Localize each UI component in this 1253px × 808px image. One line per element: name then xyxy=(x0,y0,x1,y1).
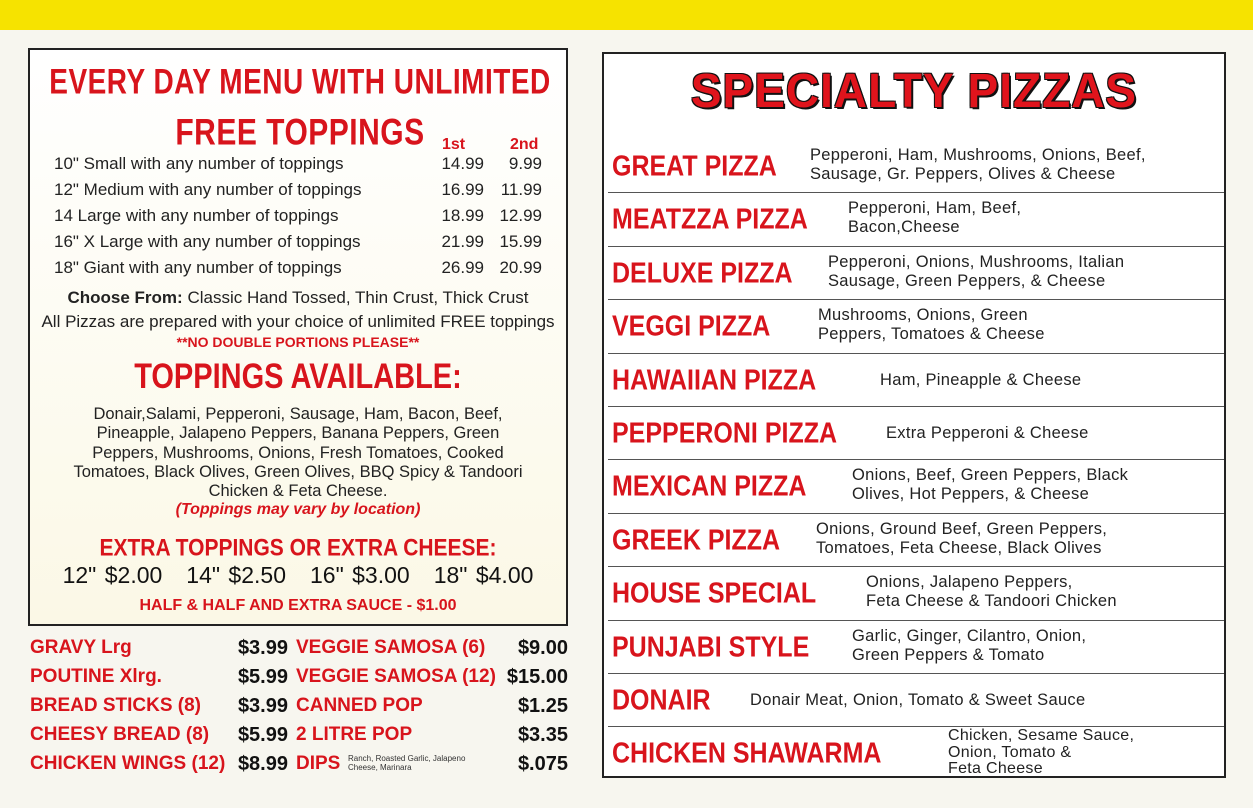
size-price-list xyxy=(54,154,554,284)
desc-line: Chicken, Sesame Sauce, xyxy=(948,727,1135,745)
size-label: 12" Medium with any number of toppings xyxy=(54,180,362,199)
desc-line: Pepperoni, Ham, Mushrooms, Onions, Beef, xyxy=(810,146,1146,164)
extra-toppings-heading: EXTRA TOPPINGS OR EXTRA CHEESE: xyxy=(99,535,497,562)
pizza-row xyxy=(608,354,1224,407)
side-name: GRAVY Lrg xyxy=(30,637,132,658)
desc-line: Bacon,Cheese xyxy=(848,218,960,237)
desc-line: Feta Cheese & Tandoori Chicken xyxy=(866,592,1117,611)
pizza-name: GREAT PIZZA xyxy=(612,150,777,183)
size-label: 18" Giant with any number of toppings xyxy=(54,258,342,277)
size-row xyxy=(54,206,554,232)
pizza-name: MEATZZA PIZZA xyxy=(612,203,808,236)
first-price: 18.99 xyxy=(441,206,484,225)
size-label: 10" Small with any number of toppings xyxy=(54,154,344,173)
side-name: DIPS xyxy=(296,753,341,774)
desc-line: Onions, Ground Beef, Green Peppers, xyxy=(816,519,1108,538)
specialty-pizzas-panel xyxy=(602,52,1226,778)
pizza-description xyxy=(828,253,1124,291)
first-price: 14.99 xyxy=(441,154,484,173)
half-label: HALF & HALF AND EXTRA SAUCE - xyxy=(139,597,417,614)
pizza-row xyxy=(608,567,1224,620)
size-label: 16" X Large with any number of toppings xyxy=(54,232,361,251)
toppings-line: Peppers, Mushrooms, Onions, Fresh Tomatoes, Cooked xyxy=(92,443,504,462)
toppings-list xyxy=(40,405,556,501)
desc-line: Olives, Hot Peppers, & Cheese xyxy=(852,485,1090,504)
side-price: $15.00 xyxy=(506,666,568,688)
size-label: 14 Large with any number of toppings xyxy=(54,206,339,225)
size-row xyxy=(54,232,554,258)
pizza-description xyxy=(816,520,1107,558)
side-price: $.075 xyxy=(517,753,568,775)
first-price: 16.99 xyxy=(441,180,484,199)
side-name: 2 LITRE POP xyxy=(296,724,413,745)
desc-line: Sausage, Gr. Peppers, Olives & Cheese xyxy=(810,165,1116,183)
side-name: VEGGIE SAMOSA (12) xyxy=(296,666,496,687)
pizza-name: DELUXE PIZZA xyxy=(612,256,793,289)
size-row xyxy=(54,154,554,180)
pizza-row xyxy=(608,247,1224,300)
dips-flavours: Ranch, Roasted Garlic, Jalapeno Cheese, Marinara xyxy=(348,754,466,772)
extra-price: 12" $2.00 xyxy=(62,562,163,588)
crust-options: Classic Hand Tossed, Thin Crust, Thick Crust xyxy=(182,288,529,307)
specialty-title: SPECIALTY PIZZAS xyxy=(690,63,1138,118)
pizza-description xyxy=(886,424,1089,443)
toppings-heading: TOPPINGS AVAILABLE: xyxy=(134,358,462,397)
choose-label: Choose From: xyxy=(67,288,183,307)
side-price: $1.25 xyxy=(517,695,568,717)
pizza-description xyxy=(848,199,1021,237)
unlimited-toppings-note: All Pizzas are prepared with your choice of unlimited FREE toppings xyxy=(41,312,555,331)
pizza-row xyxy=(608,140,1224,193)
second-price: 12.99 xyxy=(499,206,542,225)
side-price: $3.99 xyxy=(237,695,288,717)
second-price: 9.99 xyxy=(508,154,542,173)
everyday-menu-panel xyxy=(28,48,568,626)
second-price: 20.99 xyxy=(499,258,542,277)
desc-line: Tomatoes, Feta Cheese, Black Olives xyxy=(816,538,1102,557)
desc-line: Sausage, Green Peppers, & Cheese xyxy=(828,271,1106,290)
toppings-line: Tomatoes, Black Olives, Green Olives, BBQ Spicy & Tandoori xyxy=(73,462,523,481)
pizza-name: GREEK PIZZA xyxy=(612,523,781,556)
desc-line: Green Peppers & Tomato xyxy=(852,645,1045,664)
half-and-half-line xyxy=(30,597,566,615)
side-name: VEGGIE SAMOSA (6) xyxy=(296,637,486,658)
side-row xyxy=(30,753,570,782)
pizza-name: CHICKEN SHAWARMA xyxy=(612,737,882,770)
pizza-name: DONAIR xyxy=(612,683,711,717)
pizza-description xyxy=(852,466,1128,504)
pizza-name: HAWAIIAN PIZZA xyxy=(612,363,817,396)
desc-line: Garlic, Ginger, Cilantro, Onion, xyxy=(852,626,1087,645)
first-price: 21.99 xyxy=(441,232,484,251)
pizza-name: PEPPERONI PIZZA xyxy=(612,416,838,450)
desc-line: Extra Pepperoni & Cheese xyxy=(886,423,1089,442)
toppings-line: Chicken & Feta Cheese. xyxy=(208,482,388,501)
pizza-name: PUNJABI STYLE xyxy=(612,630,810,663)
no-double-portions-note: **NO DOUBLE PORTIONS PLEASE** xyxy=(176,334,420,350)
pizza-row xyxy=(608,727,1224,783)
desc-line: Donair Meat, Onion, Tomato & Sweet Sauce xyxy=(750,690,1086,709)
side-name: BREAD STICKS (8) xyxy=(30,695,202,716)
desc-line: Pepperoni, Onions, Mushrooms, Italian xyxy=(828,252,1125,271)
toppings-line: Pineapple, Jalapeno Peppers, Banana Peppers, Green xyxy=(96,424,500,443)
side-price: $9.00 xyxy=(517,637,568,659)
desc-line: Onions, Beef, Green Peppers, Black xyxy=(852,466,1129,485)
toppings-line: Donair,Salami, Pepperoni, Sausage, Ham, Bacon, Beef, xyxy=(93,405,503,423)
pizza-row xyxy=(608,300,1224,353)
side-name: POUTINE Xlrg. xyxy=(30,666,162,687)
top-yellow-band xyxy=(0,0,1253,30)
pizza-row xyxy=(608,621,1224,674)
second-price: 11.99 xyxy=(500,180,542,199)
pizza-row xyxy=(608,460,1224,513)
pizza-description xyxy=(948,728,1134,778)
side-price: $3.35 xyxy=(517,724,568,746)
pizza-row xyxy=(608,193,1224,246)
desc-line: Feta Cheese xyxy=(948,760,1043,778)
pizza-name: HOUSE SPECIAL xyxy=(612,577,817,610)
side-price: $5.99 xyxy=(237,666,288,688)
side-row xyxy=(30,695,570,724)
pizza-row xyxy=(608,514,1224,567)
side-name: CHEESY BREAD (8) xyxy=(30,724,210,745)
side-name: CHICKEN WINGS (12) xyxy=(30,753,226,774)
size-row xyxy=(54,180,554,206)
extra-price: 16" $3.00 xyxy=(310,562,410,588)
size-row xyxy=(54,258,554,284)
side-price: $5.99 xyxy=(237,724,288,746)
pizza-description xyxy=(852,627,1086,665)
pizza-row xyxy=(608,407,1224,460)
side-row xyxy=(30,666,570,695)
crust-choice-line xyxy=(30,288,566,308)
pizza-description xyxy=(866,573,1117,611)
desc-line: Ham, Pineapple & Cheese xyxy=(880,370,1082,389)
side-items-list xyxy=(30,634,570,784)
side-name: CANNED POP xyxy=(296,695,423,716)
side-price: $3.99 xyxy=(237,637,288,659)
desc-line: Onions, Jalapeno Peppers, xyxy=(866,573,1073,592)
pizza-name: VEGGI PIZZA xyxy=(612,310,771,343)
extra-toppings-prices xyxy=(30,562,566,589)
pizza-description xyxy=(818,306,1045,344)
pizza-description xyxy=(880,371,1081,390)
first-pizza-column-header: 1st xyxy=(442,136,466,153)
desc-line: Peppers, Tomatoes & Cheese xyxy=(818,325,1045,344)
side-row xyxy=(30,637,570,666)
pizza-row xyxy=(608,674,1224,727)
desc-line: Pepperoni, Ham, Beef, xyxy=(848,199,1022,218)
everyday-heading-line1: EVERY DAY MENU WITH UNLIMITED xyxy=(49,62,551,101)
specialty-pizza-list xyxy=(608,140,1224,783)
pizza-description xyxy=(810,146,1146,184)
everyday-heading-line2: FREE TOPPINGS xyxy=(175,112,425,154)
second-pizza-column-header: 2nd xyxy=(510,136,539,153)
desc-line: Onion, Tomato & xyxy=(948,743,1072,761)
desc-line: Mushrooms, Onions, Green xyxy=(818,306,1028,325)
extra-price: 18" $4.00 xyxy=(433,562,534,588)
second-price: 15.99 xyxy=(499,232,542,251)
side-row xyxy=(30,724,570,753)
pizza-description xyxy=(750,691,1085,710)
half-price: $1.00 xyxy=(416,597,457,614)
first-price: 26.99 xyxy=(441,258,484,277)
extra-price: 14" $2.50 xyxy=(186,562,286,588)
pizza-name: MEXICAN PIZZA xyxy=(612,470,807,503)
toppings-vary-note: (Toppings may vary by location) xyxy=(175,501,421,518)
side-price: $8.99 xyxy=(237,753,288,775)
